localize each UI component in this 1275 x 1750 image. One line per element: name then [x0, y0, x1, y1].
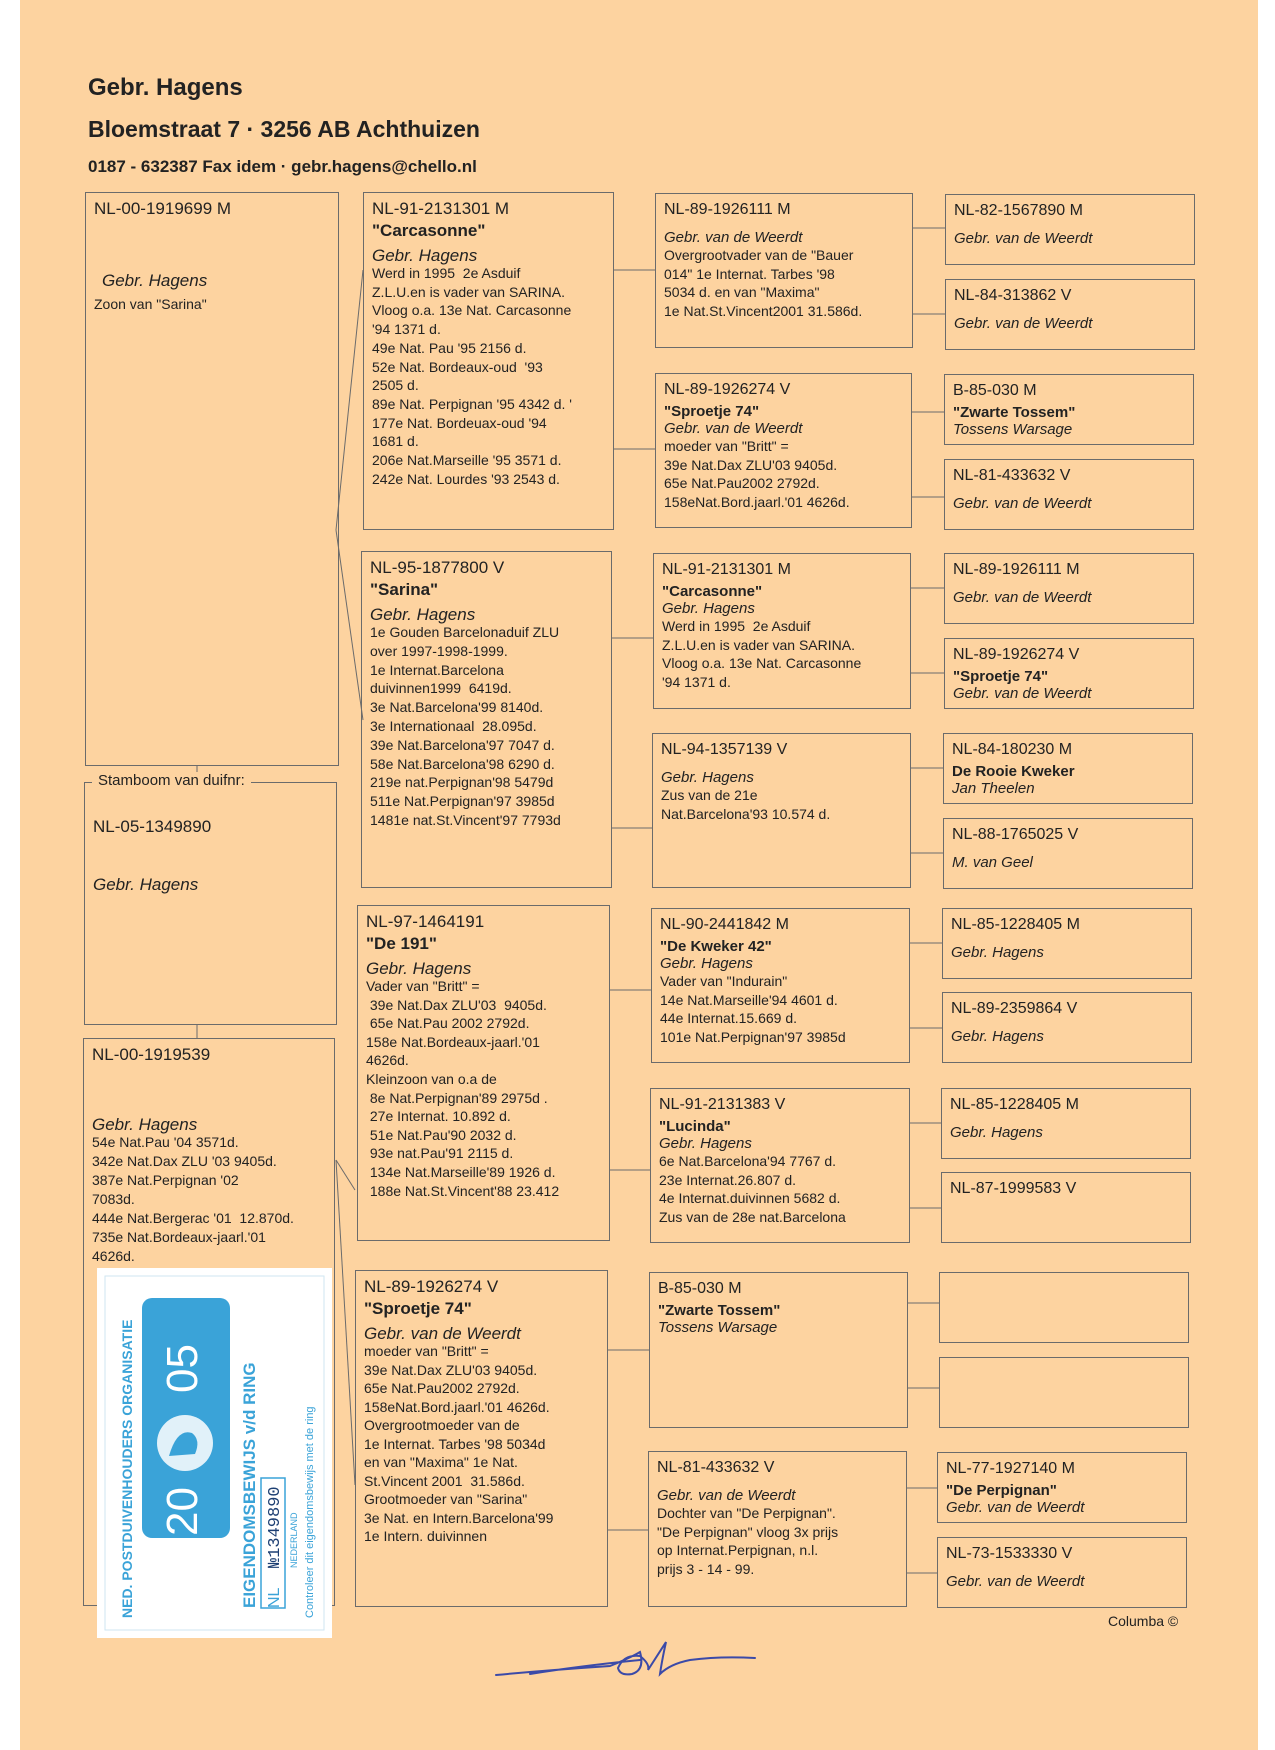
grandparent-ring: NL-89-1926111 M: [664, 201, 791, 218]
grandparent-card: [652, 733, 911, 888]
great-grandparent-card: [941, 1172, 1191, 1243]
sticker-country: NL: [266, 1587, 283, 1608]
left-father-info: Vader van "Britt" = 39e Nat.Dax ZLU'03 9405d. 65e Nat.Pau 2002 2792d. 158e Nat.Bordeaux-jaarl.'01 4626d. Kleinzoon van o.a de 8e Nat.Perpignan'89 2975d . 27e Internat. 10.892 d. 51e Nat.Pau'90 2032 d. 93e nat.Pau'91 2115 d. 134e Nat.Marseille'89 1926 d. 188e Nat.St.Vincent'88 23.412: [366, 978, 560, 1199]
mother-ring: NL-95-1877800 V: [370, 558, 505, 577]
great-grandparent-name: "Zwarte Tossem": [953, 404, 1076, 421]
grandparent-owner: Gebr. Hagens: [660, 955, 753, 972]
father-ring: NL-91-2131301 M: [372, 199, 510, 218]
grandparent-info: Vader van "Indurain" 14e Nat.Marseille'94 4601 d. 44e Internat.15.669 d. 101e Nat.Perpignan'97 3985d: [660, 973, 846, 1045]
grandparent-info: Overgrootvader van de "Bauer 014" 1e Internat. Tarbes '98 5034 d. en van "Maxima" 1e Nat.St.Vincent2001 31.586d.: [664, 247, 863, 319]
grandparent-ring: NL-81-433632 V: [657, 1459, 775, 1476]
father-owner: Gebr. Hagens: [372, 246, 478, 265]
grandparent-ring: NL-90-2441842 M: [660, 916, 789, 933]
great-grandparent-owner: Gebr. Hagens: [950, 1124, 1043, 1141]
grandparent-card: [649, 1272, 908, 1428]
left-father-name: "De 191": [366, 934, 437, 953]
great-grandparent-card: [942, 992, 1192, 1063]
great-grandparent-card: [937, 1537, 1187, 1608]
left-father-ring: NL-97-1464191: [366, 912, 485, 931]
great-grandparent-ring: NL-73-1533330 V: [946, 1545, 1073, 1562]
grandparent-info: Dochter van "De Perpignan". "De Perpignan" vloog 3x prijs op Internat.Perpignan, n.l. prijs 3 - 14 - 99.: [657, 1505, 839, 1577]
ownership-certificate-art: [97, 1268, 332, 1638]
great-grandparent-card: [944, 553, 1194, 624]
great-grandparent-ring: B-85-030 M: [953, 382, 1037, 399]
left-father-card: [357, 905, 610, 1241]
grandparent-card: [655, 193, 913, 348]
stamboom-ring: NL-05-1349890: [93, 817, 212, 836]
stamboom-owner: Gebr. Hagens: [93, 875, 199, 894]
great-grandparent-card: [937, 1452, 1187, 1523]
great-grandparent-owner: Gebr. Hagens: [951, 944, 1044, 961]
grandparent-card: [653, 553, 911, 709]
grandparent-name: "Zwarte Tossem": [658, 1302, 781, 1319]
grandparent-name: "De Kweker 42": [660, 938, 772, 955]
mother-owner: Gebr. Hagens: [370, 605, 476, 624]
grandparent-card: [651, 908, 910, 1063]
great-grandparent-card: [944, 459, 1194, 530]
great-grandparent-card: [943, 733, 1193, 804]
great-grandparent-ring: NL-89-2359864 V: [951, 1000, 1078, 1017]
father-name: "Carcasonne": [372, 221, 486, 240]
great-grandparent-card: [941, 1088, 1191, 1159]
pigeon-ring: NL-00-1919699 M: [94, 199, 232, 218]
great-grandparent-owner: Gebr. van de Weerdt: [954, 230, 1093, 247]
great-grandparent-owner: Jan Theelen: [952, 780, 1035, 797]
great-grandparent-name: "Sproetje 74": [953, 668, 1049, 685]
left-mother-name: "Sproetje 74": [364, 1299, 472, 1318]
stamboom-legend: Stamboom van duifnr:: [92, 772, 251, 789]
great-grandparent-card: [942, 908, 1192, 979]
father-info: Werd in 1995 2e Asduif Z.L.U.en is vader van SARINA. Vloog o.a. 13e Nat. Carcasonne '94 1371 d. 49e Nat. Pau '95 2156 d. 52e Nat. Bordeaux-oud '93 2505 d. 89e Nat. Perpignan '95 4342 d. ' 177e Nat. Bordeuax-oud '94 1681 d. 206e Nat.Marseille '95 3571 d. 242e Nat. Lourdes '93 2543 d.: [372, 265, 572, 487]
sticker-land: NEDERLAND: [289, 1512, 299, 1568]
sticker-year-a: 20: [158, 1487, 207, 1536]
great-grandparent-ring: NL-87-1999583 V: [950, 1180, 1077, 1197]
sticker-org: NED. POSTDUIVENHOUDERS ORGANISATIE: [119, 1319, 135, 1618]
grandparent-ring: NL-89-1926274 V: [664, 381, 791, 398]
left-mother-owner: Gebr. van de Weerdt: [364, 1324, 521, 1343]
grandparent-name: "Carcasonne": [662, 583, 763, 600]
sticker-year-b: 05: [158, 1344, 207, 1393]
great-grandparent-owner: Gebr. van de Weerdt: [953, 685, 1092, 702]
grandparent-ring: NL-91-2131383 V: [659, 1096, 786, 1113]
grandparent-owner: Gebr. Hagens: [659, 1135, 752, 1152]
great-grandparent-card: [945, 194, 1195, 265]
mother-info: 1e Gouden Barcelonaduif ZLU over 1997-1998-1999. 1e Internat.Barcelona duivinnen1999 6419d. 3e Nat.Barcelona'99 8140d. 3e Internationaal 28.095d. 39e Nat.Barcelona'97 7047 d. 58e Nat.Barcelona'98 6290 d. 219e nat.Perpignan'98 5479d 511e Nat.Perpignan'97 3985d 1481e nat.St.Vincent'97 7793d: [370, 624, 561, 828]
grandparent-owner: Gebr. van de Weerdt: [657, 1487, 796, 1504]
great-grandparent-name: "De Perpignan": [946, 1482, 1057, 1499]
great-grandparent-card-empty: [939, 1357, 1189, 1428]
grandparent-owner: Gebr. Hagens: [661, 769, 754, 786]
grandparent-name: "Lucinda": [659, 1118, 731, 1135]
great-grandparent-card: [943, 818, 1193, 889]
grandparent-card: [650, 1088, 910, 1243]
great-grandparent-ring: NL-85-1228405 M: [950, 1096, 1079, 1113]
grandparent-owner: Tossens Warsage: [658, 1319, 778, 1336]
great-grandparent-card: [944, 638, 1194, 709]
great-grandparent-ring: NL-84-313862 V: [954, 287, 1072, 304]
great-grandparent-ring: NL-89-1926274 V: [953, 646, 1080, 663]
grandparent-owner: Gebr. Hagens: [662, 600, 755, 617]
grandparent-info: moeder van "Britt" = 39e Nat.Dax ZLU'03 9405d. 65e Nat.Pau2002 2792d. 158eNat.Bord.jaarl.'01 4626d.: [664, 438, 850, 510]
sticker-check: Controleer dit eigendomsbewijs met de ring: [304, 1406, 316, 1618]
grandparent-info: 6e Nat.Barcelona'94 7767 d. 23e Internat.26.807 d. 4e Internat.duivinnen 5682 d. Zus van de 28e nat.Barcelona: [659, 1153, 846, 1225]
great-grandparent-ring: NL-84-180230 M: [952, 741, 1073, 758]
great-grandparent-owner: Gebr. van de Weerdt: [946, 1573, 1085, 1590]
grandparent-ring: NL-94-1357139 V: [661, 741, 788, 758]
great-grandparent-owner: M. van Geel: [952, 854, 1033, 871]
left-mother-info: moeder van "Britt" = 39e Nat.Dax ZLU'03 9405d. 65e Nat.Pau2002 2792d. 158eNat.Bord.jaarl.'01 4626d. Overgrootmoeder van de 1e Internat. Tarbes '98 5034d en van "Maxima" 1e Nat. St.Vincent 2001 31.586d. Grootmoeder van "Sarina" 3e Nat. en Intern.Barcelona'99 1e Intern. duivinnen: [364, 1343, 554, 1544]
great-grandparent-card: [945, 279, 1195, 350]
great-grandparent-ring: NL-88-1765025 V: [952, 826, 1079, 843]
great-grandparent-owner: Gebr. van de Weerdt: [954, 315, 1093, 332]
left-mother-ring: NL-89-1926274 V: [364, 1277, 499, 1296]
sticker-number: №1349890: [266, 1486, 285, 1568]
great-grandparent-owner: Gebr. van de Weerdt: [953, 589, 1092, 606]
ancestor-ring: NL-00-1919539: [92, 1045, 211, 1064]
great-grandparent-ring: NL-81-433632 V: [953, 467, 1071, 484]
ancestor-owner: Gebr. Hagens: [92, 1115, 198, 1134]
signature: [490, 1630, 770, 1690]
grandparent-ring: NL-91-2131301 M: [662, 561, 791, 578]
great-grandparent-owner: Gebr. van de Weerdt: [946, 1499, 1085, 1516]
great-grandparent-ring: NL-82-1567890 M: [954, 202, 1083, 219]
mother-card: [361, 551, 612, 888]
great-grandparent-owner: Tossens Warsage: [953, 421, 1073, 438]
great-grandparent-name: De Rooie Kweker: [952, 763, 1075, 780]
breeder-address: Bloemstraat 7 · 3256 AB Achthuizen: [88, 116, 480, 142]
grandparent-owner: Gebr. van de Weerdt: [664, 420, 803, 437]
great-grandparent-card-empty: [939, 1272, 1189, 1343]
ancestor-info: 54e Nat.Pau '04 3571d. 342e Nat.Dax ZLU '03 9405d. 387e Nat.Perpignan '02 7083d. 444e Nat.Bergerac '01 12.870d. 735e Nat.Bordeaux-jaarl.'01 4626d.: [92, 1134, 294, 1264]
grandparent-info: Werd in 1995 2e Asduif Z.L.U.en is vader van SARINA. Vloog o.a. 13e Nat. Carcasonne '94 1371 d.: [662, 618, 862, 690]
pigeon-owner: Gebr. Hagens: [102, 271, 208, 290]
grandparent-card: [648, 1451, 907, 1607]
great-grandparent-owner: Gebr. van de Weerdt: [953, 495, 1092, 512]
great-grandparent-ring: NL-89-1926111 M: [953, 561, 1080, 578]
grandparent-info: Zus van de 21e Nat.Barcelona'93 10.574 d.: [661, 787, 831, 822]
great-grandparent-ring: NL-85-1228405 M: [951, 916, 1080, 933]
breeder-contact: 0187 - 632387 Fax idem · gebr.hagens@chello.nl: [88, 157, 477, 176]
grandparent-owner: Gebr. van de Weerdt: [664, 229, 803, 246]
copyright-label: Columba ©: [1108, 1613, 1179, 1629]
father-card: [363, 192, 614, 530]
pigeon-info: Zoon van "Sarina": [94, 296, 207, 312]
great-grandparent-owner: Gebr. Hagens: [951, 1028, 1044, 1045]
breeder-name: Gebr. Hagens: [88, 74, 243, 101]
grandparent-name: "Sproetje 74": [664, 403, 760, 420]
sticker-title: EIGENDOMSBEWIJS v/d RING: [240, 1362, 259, 1608]
great-grandparent-card: [944, 374, 1194, 445]
pigeon-card: [85, 192, 339, 766]
ownership-certificate-sticker: [97, 1268, 332, 1638]
mother-name: "Sarina": [370, 580, 439, 599]
grandparent-card: [655, 373, 912, 528]
stamboom-card: [84, 782, 337, 1025]
great-grandparent-ring: NL-77-1927140 M: [946, 1460, 1075, 1477]
grandparent-ring: B-85-030 M: [658, 1280, 742, 1297]
left-mother-card: [355, 1270, 608, 1607]
left-father-owner: Gebr. Hagens: [366, 959, 472, 978]
